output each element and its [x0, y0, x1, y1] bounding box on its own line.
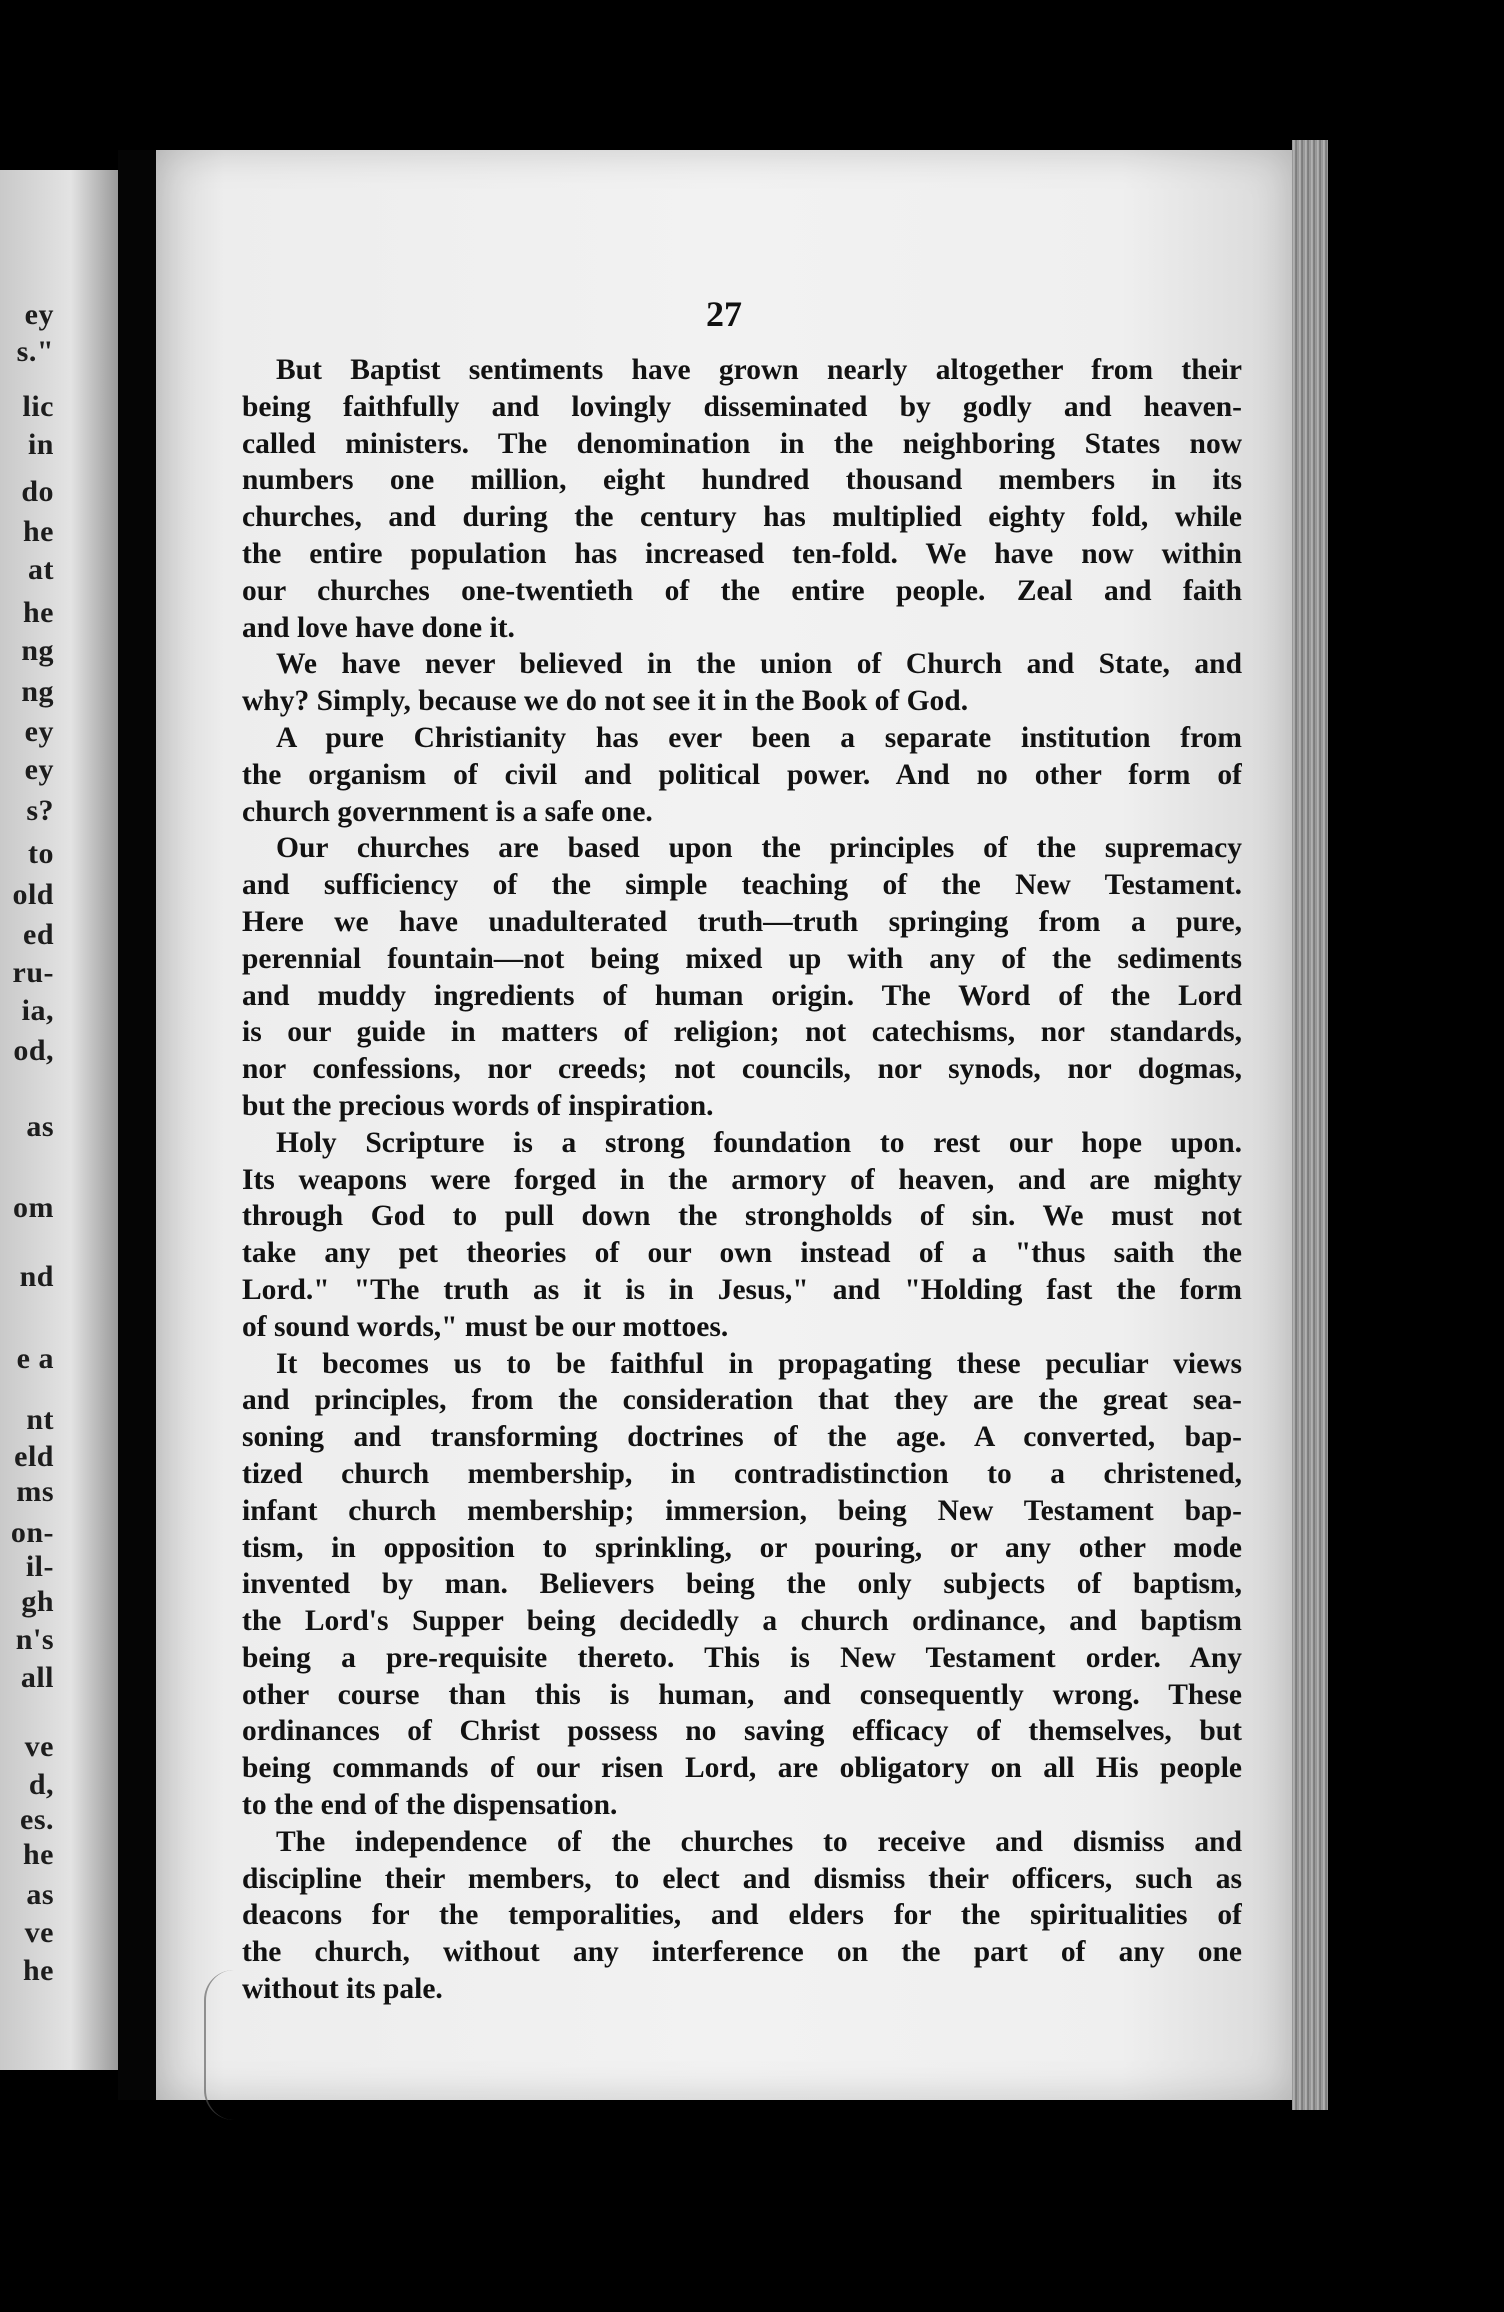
text-line: and sufficiency of the simple teaching of the New Testament.	[242, 869, 1242, 902]
facing-page-fragment: s?	[26, 793, 54, 827]
text-line: tism, in opposition to sprinkling, or pouring, or any other mode	[242, 1531, 1242, 1564]
facing-page-text-fragments	[0, 170, 60, 2070]
text-line: It becomes us to be faithful in propagating these peculiar views	[276, 1347, 1242, 1380]
facing-page-fragment: d,	[28, 1767, 54, 1801]
facing-page-fragment: nd	[19, 1260, 54, 1294]
book-gutter	[118, 150, 156, 2100]
facing-page-fragment: all	[20, 1660, 54, 1694]
text-line: through God to pull down the strongholds of sin. We must not	[242, 1200, 1242, 1233]
text-line: and muddy ingredients of human origin. The Word of the Lord	[242, 979, 1242, 1012]
facing-page-fragment: es.	[20, 1802, 54, 1836]
text-line: being a pre-requisite thereto. This is New Testament order. Any	[242, 1641, 1242, 1674]
text-line: A pure Christianity has ever been a separate institution from	[276, 721, 1242, 754]
facing-page-fragment: ey	[24, 297, 54, 331]
text-line: ordinances of Christ possess no saving efficacy of themselves, but	[242, 1715, 1242, 1748]
facing-page-fragment: lic	[22, 390, 54, 424]
text-line: our churches one-twentieth of the entire people. Zeal and faith	[242, 574, 1242, 607]
text-line: perennial fountain—not being mixed up with any of the sediments	[242, 942, 1242, 975]
facing-page-fragment: gh	[21, 1585, 54, 1619]
text-line: the Lord's Supper being decidedly a church ordinance, and baptism	[242, 1605, 1242, 1638]
facing-page-fragment: ve	[24, 1915, 54, 1949]
text-line: the church, without any interference on the part of any one	[242, 1936, 1242, 1969]
text-line: discipline their members, to elect and dismiss their officers, such as	[242, 1862, 1242, 1895]
facing-page-fragment: as	[26, 1109, 54, 1143]
facing-page-fragment: at	[28, 552, 54, 586]
facing-page-fragment: he	[23, 515, 54, 549]
facing-page-fragment: ey	[24, 715, 54, 749]
facing-page-fragment: ed	[23, 918, 54, 952]
facing-page-fragment: od,	[13, 1034, 54, 1068]
facing-page-fragment: ia,	[21, 993, 54, 1027]
facing-page-fragment: nt	[26, 1402, 54, 1436]
text-line: Lord." "The truth as it is in Jesus," and "Holding fast the form	[242, 1273, 1242, 1306]
text-line: nor confessions, nor creeds; not councils, nor synods, nor dogmas,	[242, 1053, 1242, 1086]
text-line: We have never believed in the union of Church and State, and	[276, 648, 1242, 681]
text-line: The independence of the churches to receive and dismiss and	[276, 1825, 1242, 1858]
text-line: why? Simply, because we do not see it in the Book of God.	[242, 685, 969, 718]
text-line: the entire population has increased ten-fold. We have now within	[242, 537, 1242, 570]
text-line: deacons for the temporalities, and elders for the spiritualities of	[242, 1899, 1242, 1932]
facing-page-fragment: ng	[21, 674, 54, 708]
facing-page-fragment: he	[23, 1837, 54, 1871]
facing-page-fragment: he	[23, 1953, 54, 1987]
facing-page-fragment: to	[28, 837, 54, 870]
facing-page-fragment: ve	[24, 1730, 54, 1764]
facing-page-fragment: e a	[16, 1341, 54, 1375]
facing-page-fragment: on-	[10, 1515, 54, 1549]
facing-page-fragment: ey	[24, 752, 54, 786]
facing-page	[0, 170, 118, 2070]
facing-page-fragment: old	[12, 877, 54, 911]
text-line: churches, and during the century has multiplied eighty fold, while	[242, 501, 1242, 534]
page-number: 27	[706, 294, 742, 334]
text-line: and love have done it.	[242, 611, 515, 644]
facing-page-fragment: eld	[14, 1440, 54, 1474]
facing-page-fragment: s."	[16, 335, 54, 369]
facing-page-fragment: il-	[25, 1550, 54, 1584]
text-line: other course than this is human, and consequently wrong. These	[242, 1678, 1242, 1711]
facing-page-fragment: ru-	[12, 955, 54, 989]
text-line: church government is a safe one.	[242, 795, 653, 828]
text-line: invented by man. Believers being the only subjects of baptism,	[242, 1568, 1242, 1601]
text-line: Its weapons were forged in the armory of heaven, and are mighty	[242, 1163, 1242, 1196]
facing-page-fragment: n's	[15, 1622, 54, 1656]
pencil-margin-mark	[204, 1970, 246, 2120]
text-line: soning and transforming doctrines of the age. A converted, bap-	[242, 1421, 1242, 1454]
text-line: being faithfully and lovingly disseminated by godly and heaven-	[242, 390, 1242, 423]
text-line: called ministers. The denomination in the neighboring States now	[242, 427, 1242, 460]
text-line: Holy Scripture is a strong foundation to rest our hope upon.	[276, 1126, 1242, 1159]
text-line: Here we have unadulterated truth—truth springing from a pure,	[242, 905, 1242, 938]
text-line: the organism of civil and political power. And no other form of	[242, 758, 1242, 791]
page-body-text	[242, 352, 1242, 2008]
facing-page-fragment: he	[23, 596, 54, 630]
text-line: tized church membership, in contradistinction to a christened,	[242, 1457, 1242, 1490]
text-line: and principles, from the consideration that they are the great sea-	[242, 1384, 1242, 1417]
text-line: but the precious words of inspiration.	[242, 1089, 714, 1122]
text-line: being commands of our risen Lord, are obligatory on all His people	[242, 1752, 1242, 1785]
facing-page-fragment: ms	[16, 1475, 54, 1508]
text-line: is our guide in matters of religion; not catechisms, nor standards,	[242, 1016, 1242, 1049]
facing-page-fragment: in	[27, 428, 54, 462]
text-line: numbers one million, eight hundred thousand members in its	[242, 464, 1242, 497]
text-line: But Baptist sentiments have grown nearly altogether from their	[276, 354, 1242, 386]
page-stack-edge	[1292, 140, 1328, 2110]
facing-page-fragment: as	[26, 1878, 54, 1912]
text-line: to the end of the dispensation.	[242, 1789, 618, 1822]
text-line: without its pale.	[242, 1973, 443, 2006]
text-line: Our churches are based upon the principles of the supremacy	[276, 832, 1242, 865]
facing-page-fragment: ng	[21, 634, 54, 667]
text-line: infant church membership; immersion, being New Testament bap-	[242, 1494, 1242, 1527]
facing-page-fragment: om	[13, 1190, 54, 1224]
book-page	[156, 150, 1292, 2100]
text-line: of sound words," must be our mottoes.	[242, 1310, 729, 1343]
text-line: take any pet theories of our own instead of a "thus saith the	[242, 1237, 1242, 1270]
facing-page-fragment: do	[21, 474, 54, 508]
